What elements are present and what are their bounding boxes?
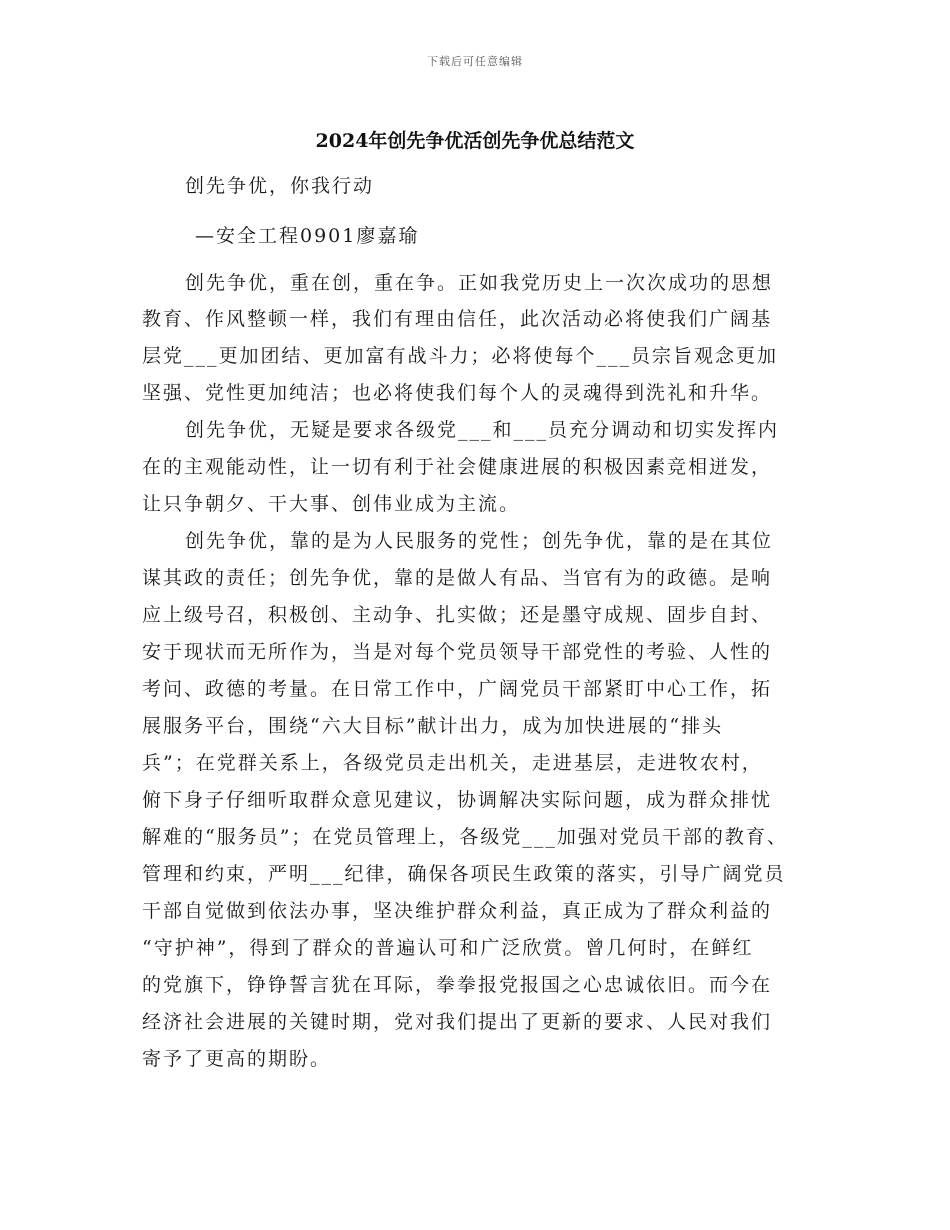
paragraph-line: 层党___更加团结、更加富有战斗力；必将使每个___员宗旨观念更加: [142, 345, 779, 367]
paragraph-line: 俯下身子仔细听取群众意见建议，协调解决实际问题，成为群众排忧: [142, 789, 773, 811]
paragraph-line: 管理和约束，严明___纪律，确保各项民生政策的落实，引导广阔党员: [142, 863, 786, 885]
paragraph-line: 创先争优，无疑是要求各级党___和___员充分调动和切实发挥内: [185, 419, 780, 441]
paragraph-line: 在的主观能动性，让一切有利于社会健康进展的积极因素竞相迸发，: [142, 456, 773, 478]
paragraph-line: 干部自觉做到依法办事，坚决维护群众利益，真正成为了群众利益的: [142, 900, 773, 922]
paragraph-line: 谋其政的责任；创先争优，靠的是做人有品、当官有为的政德。是响: [142, 567, 773, 589]
paragraph-line: 展服务平台，围绕“六大目标”献计出力，成为加快进展的“排头: [142, 715, 724, 737]
subtitle: 创先争优，你我行动: [185, 175, 375, 197]
paragraph-line: 寄予了更高的期盼。: [142, 1048, 332, 1070]
document-title: 2024年创先争优活创先争优总结范文: [315, 130, 635, 152]
paragraph-line: 创先争优，重在创，重在争。正如我党历史上一次次成功的思想: [185, 272, 774, 294]
paragraph-line: 创先争优，靠的是为人民服务的党性；创先争优，靠的是在其位: [185, 530, 774, 552]
paragraph-line: 坚强、党性更加纯洁；也必将使我们每个人的灵魂得到洗礼和升华。: [142, 382, 773, 404]
paragraph-line: 考问、政德的考量。在日常工作中，广阔党员干部紧盯中心工作，拓: [142, 678, 773, 700]
paragraph-line: 教育、作风整顿一样，我们有理由信任，此次活动必将使我们广阔基: [142, 308, 773, 330]
paragraph-line: 应上级号召，积极创、主动争、扎实做；还是墨守成规、固步自封、: [142, 604, 773, 626]
byline: —安全工程0901廖嘉瑜: [195, 225, 420, 247]
header-note: 下载后可任意编辑: [427, 55, 523, 68]
paragraph-line: 兵”；在党群关系上，各级党员走出机关，走进基层，走进牧农村，: [142, 752, 763, 774]
paragraph-line: 经济社会进展的关键时期，党对我们提出了更新的要求、人民对我们: [142, 1011, 773, 1033]
paragraph-line: “守护神”，得到了群众的普遍认可和广泛欣赏。曾几何时，在鲜红: [142, 937, 754, 959]
paragraph-line: 让只争朝夕、干大事、创伟业成为主流。: [142, 493, 521, 515]
paragraph-line: 安于现状而无所作为，当是对每个党员领导干部党性的考验、人性的: [142, 641, 773, 663]
paragraph-line: 的党旗下，铮铮誓言犹在耳际，拳拳报党报国之心忠诚依旧。而今在: [142, 974, 773, 996]
paragraph-line: 解难的“服务员”；在党员管理上，各级党___加强对党员干部的教育、: [142, 826, 788, 848]
